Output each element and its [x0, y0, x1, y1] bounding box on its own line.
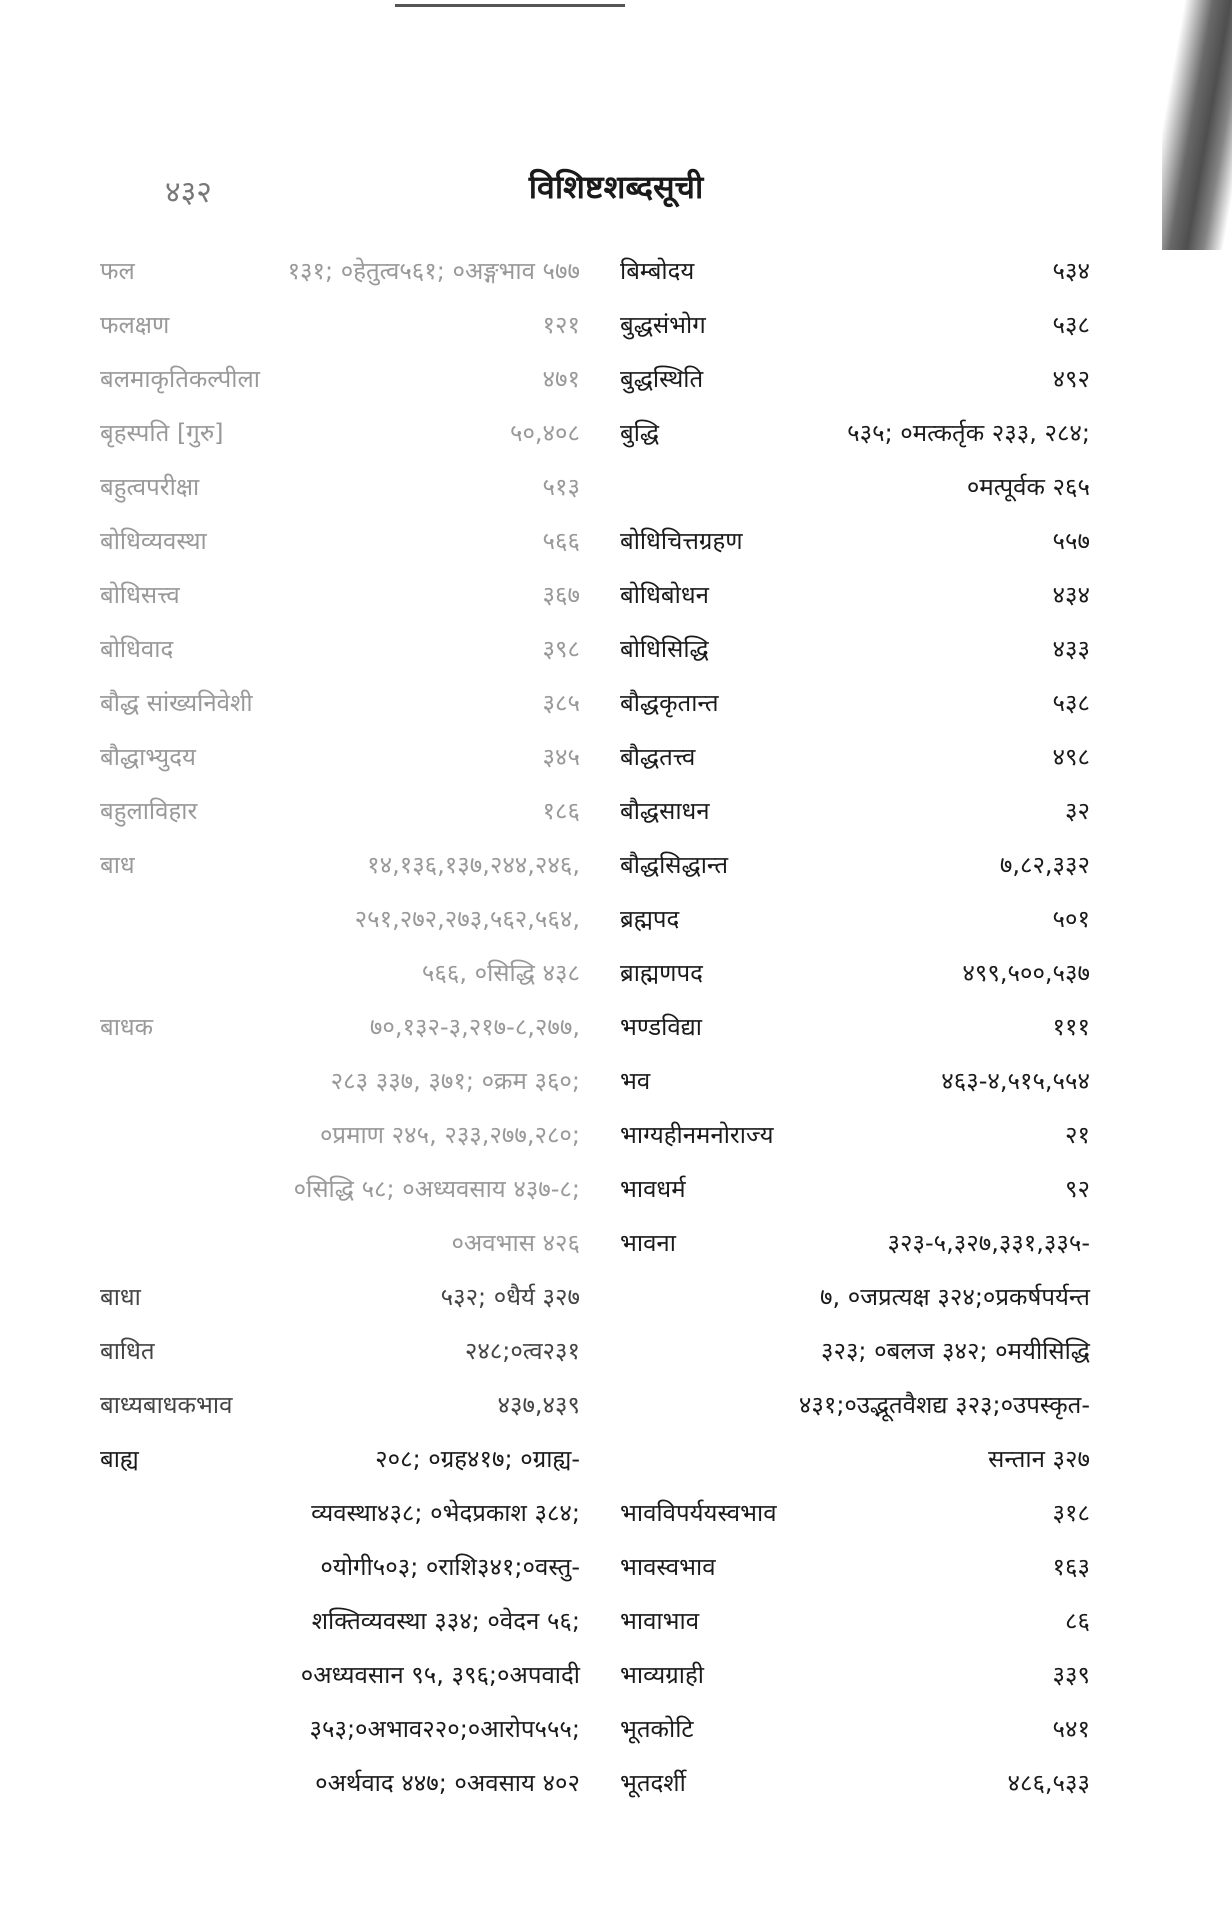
- entry-term: बाधक: [100, 1013, 154, 1041]
- page-number: ४३२: [165, 175, 212, 210]
- entry-term: भावधर्म: [620, 1175, 686, 1203]
- entry-term: ब्रह्मपद: [620, 905, 680, 933]
- entry-page-refs: ४९२: [1052, 365, 1090, 393]
- index-entry: [620, 838, 1090, 892]
- index-column-left: [100, 244, 600, 1810]
- entry-term: भूतदर्शी: [620, 1769, 686, 1797]
- entry-term: बोधिव्यवस्था: [100, 527, 207, 555]
- entry-page-refs: ४९९,५००,५३७: [962, 959, 1090, 987]
- index-entry: [620, 1702, 1090, 1756]
- entry-term: बोधिबोधन: [620, 581, 709, 609]
- entry-page-refs: ५०,४०८: [509, 419, 580, 447]
- index-entry: [100, 1648, 600, 1702]
- entry-page-refs: ०प्रमाण २४५, २३३,२७७,२८०;: [319, 1121, 580, 1149]
- entry-term: बोधिसत्त्व: [100, 581, 180, 609]
- entry-page-refs: १८६: [542, 797, 580, 825]
- entry-page-refs: ३९८: [542, 635, 580, 663]
- entry-page-refs: ८६: [1065, 1607, 1090, 1635]
- entry-page-refs: ४३४: [1052, 581, 1090, 609]
- entry-page-refs: ५४१: [1052, 1715, 1090, 1743]
- entry-page-refs: ७, ०जप्रत्यक्ष ३२४;०प्रकर्षपर्यन्त: [820, 1283, 1090, 1311]
- index-entry: [620, 352, 1090, 406]
- entry-page-refs: ५१३: [542, 473, 580, 501]
- entry-term: बहुत्वपरीक्षा: [100, 473, 200, 501]
- index-entry: [100, 1216, 600, 1270]
- entry-page-refs: २८३ ३३७, ३७१; ०क्रम ३६०;: [330, 1067, 580, 1095]
- index-entry: [100, 838, 600, 892]
- entry-page-refs: ५३५; ०मत्कर्तृक २३३, २८४;: [847, 419, 1090, 447]
- entry-term: बौद्धकृतान्त: [620, 689, 719, 717]
- index-entry: [100, 1378, 600, 1432]
- entry-term: बौद्धतत्त्व: [620, 743, 696, 771]
- index-entry: [620, 1162, 1090, 1216]
- entry-page-refs: १११: [1052, 1013, 1090, 1041]
- entry-page-refs: ४८६,५३३: [1007, 1769, 1090, 1797]
- entry-term: भव: [620, 1067, 651, 1095]
- index-entry: [620, 568, 1090, 622]
- index-entry: [620, 784, 1090, 838]
- entry-term: बुद्धि: [620, 419, 660, 447]
- index-entry: [100, 676, 600, 730]
- entry-page-refs: ३२३; ०बलज ३४२; ०मयीसिद्धि: [820, 1337, 1090, 1365]
- entry-term: ब्राह्मणपद: [620, 959, 703, 987]
- entry-term: भावविपर्ययस्वभाव: [620, 1499, 777, 1527]
- entry-term: बौद्धसिद्धान्त: [620, 851, 728, 879]
- entry-page-refs: ५३४: [1052, 257, 1090, 285]
- page-title: विशिष्टशब्दसूची: [528, 168, 704, 206]
- index-entry: [100, 406, 600, 460]
- entry-page-refs: ९२: [1065, 1175, 1090, 1203]
- index-entry: [620, 892, 1090, 946]
- entry-page-refs: व्यवस्था४३८; ०भेदप्रकाश ३८४;: [311, 1499, 580, 1527]
- entry-page-refs: ३६७: [542, 581, 580, 609]
- entry-term: फल: [100, 257, 135, 285]
- index-entry: [100, 514, 600, 568]
- entry-page-refs: ७०,१३२-३,२१७-८,२७७,: [369, 1013, 580, 1041]
- entry-page-refs: ५०१: [1052, 905, 1090, 933]
- entry-page-refs: ४९८: [1052, 743, 1090, 771]
- entry-term: बाध्यबाधकभाव: [100, 1391, 233, 1419]
- entry-term: बाध: [100, 851, 135, 879]
- index-entry: [100, 1162, 600, 1216]
- index-entry: [620, 622, 1090, 676]
- entry-page-refs: ५५७: [1052, 527, 1090, 555]
- index-entry: [100, 1540, 600, 1594]
- entry-page-refs: ५३२; ०धैर्य ३२७: [440, 1283, 580, 1311]
- entry-term: बौद्ध सांख्यनिवेशी: [100, 689, 253, 717]
- index-entry: [620, 676, 1090, 730]
- index-entry: [620, 1000, 1090, 1054]
- entry-page-refs: ४३३: [1052, 635, 1090, 663]
- entry-term: बाधा: [100, 1283, 141, 1311]
- entry-page-refs: ०मत्पूर्वक २६५: [966, 473, 1090, 501]
- entry-term: बौद्धाभ्युदय: [100, 743, 196, 771]
- entry-page-refs: ३२: [1065, 797, 1090, 825]
- index-entry: [100, 1486, 600, 1540]
- index-entry: [100, 460, 600, 514]
- index-column-right: [620, 244, 1090, 1810]
- entry-term: बिम्बोदय: [620, 257, 695, 285]
- entry-page-refs: सन्तान ३२७: [988, 1445, 1090, 1473]
- index-entry: [100, 298, 600, 352]
- entry-page-refs: शक्तिव्यवस्था ३३४; ०वेदन ५६;: [311, 1607, 580, 1635]
- index-entry: [100, 1324, 600, 1378]
- entry-term: बुद्धसंभोग: [620, 311, 706, 339]
- index-entry: [100, 1594, 600, 1648]
- index-entry: [620, 406, 1090, 460]
- entry-page-refs: ३८५: [542, 689, 580, 717]
- index-entry: [620, 730, 1090, 784]
- index-entry: [100, 1756, 600, 1810]
- index-entry: [100, 892, 600, 946]
- entry-page-refs: ३५३;०अभाव२२०;०आरोप५५५;: [309, 1715, 580, 1743]
- entry-term: भावना: [620, 1229, 676, 1257]
- index-entry: [100, 568, 600, 622]
- entry-term: बहुलाविहार: [100, 797, 198, 825]
- index-entry: [100, 244, 600, 298]
- index-entry: [100, 1432, 600, 1486]
- index-entry: [620, 1432, 1090, 1486]
- entry-page-refs: २४८;०त्व२३१: [464, 1337, 580, 1365]
- entry-page-refs: ०अर्थवाद ४४७; ०अवसाय ४०२: [315, 1769, 580, 1797]
- index-entry: [620, 1324, 1090, 1378]
- index-entry: [620, 946, 1090, 1000]
- entry-term: बाधित: [100, 1337, 155, 1365]
- scan-edge-mark: [1162, 0, 1232, 250]
- index-entry: [620, 460, 1090, 514]
- entry-page-refs: ५६६: [542, 527, 580, 555]
- entry-page-refs: ३४५: [542, 743, 580, 771]
- entry-page-refs: ०अध्यवसान ९५, ३९६;०अपवादी: [300, 1661, 580, 1689]
- entry-page-refs: १२१: [542, 311, 580, 339]
- entry-term: भाग्यहीनमनोराज्य: [620, 1121, 774, 1149]
- index-entry: [100, 352, 600, 406]
- index-entry: [620, 1054, 1090, 1108]
- entry-page-refs: ४३७,४३९: [497, 1391, 580, 1419]
- entry-page-refs: २५१,२७२,२७३,५६२,५६४,: [354, 905, 580, 933]
- index-entry: [100, 946, 600, 1000]
- entry-page-refs: ४७१: [542, 365, 580, 393]
- index-entry: [100, 784, 600, 838]
- entry-term: भाव्यग्राही: [620, 1661, 704, 1689]
- entry-page-refs: १३१; ०हेतुत्व५६१; ०अङ्गभाव ५७७: [287, 257, 580, 285]
- entry-page-refs: ४६३-४,५१५,५५४: [941, 1067, 1090, 1095]
- index-entry: [620, 1540, 1090, 1594]
- index-entry: [620, 298, 1090, 352]
- entry-page-refs: ५६६, ०सिद्धि ४३८: [421, 959, 580, 987]
- entry-page-refs: ५३८: [1052, 689, 1090, 717]
- index-entry: [100, 1000, 600, 1054]
- index-entry: [100, 1054, 600, 1108]
- entry-page-refs: ४३१;०उद्भूतवैशद्य ३२३;०उपस्कृत-: [798, 1391, 1090, 1419]
- index-entry: [620, 1486, 1090, 1540]
- index-entry: [100, 1270, 600, 1324]
- entry-term: बाह्य: [100, 1445, 139, 1473]
- entry-page-refs: ५३८: [1052, 311, 1090, 339]
- top-rule: [395, 4, 625, 7]
- entry-term: बोधिसिद्धि: [620, 635, 709, 663]
- entry-term: भावस्वभाव: [620, 1553, 716, 1581]
- entry-page-refs: २०८; ०ग्रह४१७; ०ग्राह्य-: [375, 1445, 580, 1473]
- entry-term: भूतकोटि: [620, 1715, 694, 1743]
- index-entry: [100, 1702, 600, 1756]
- entry-term: बौद्धसाधन: [620, 797, 710, 825]
- entry-term: बलमाकृतिकल्पीला: [100, 365, 260, 393]
- entry-page-refs: ३३९: [1052, 1661, 1090, 1689]
- entry-page-refs: ३२३-५,३२७,३३१,३३५-: [887, 1229, 1090, 1257]
- entry-page-refs: ७,८२,३३२: [999, 851, 1090, 879]
- index-entry: [100, 730, 600, 784]
- index-entry: [620, 1648, 1090, 1702]
- entry-page-refs: १६३: [1052, 1553, 1090, 1581]
- entry-page-refs: ३१८: [1052, 1499, 1090, 1527]
- index-entry: [620, 244, 1090, 298]
- entry-term: बोधिवाद: [100, 635, 174, 663]
- entry-page-refs: २१: [1065, 1121, 1090, 1149]
- entry-page-refs: ०योगी५०३; ०राशि३४१;०वस्तु-: [320, 1553, 580, 1581]
- index-entry: [620, 1756, 1090, 1810]
- entry-term: बुद्धस्थिति: [620, 365, 704, 393]
- index-entry: [620, 1378, 1090, 1432]
- entry-page-refs: ०सिद्धि ५८; ०अध्यवसाय ४३७-८;: [293, 1175, 580, 1203]
- entry-page-refs: ०अवभास ४२६: [451, 1229, 580, 1257]
- index-entry: [100, 622, 600, 676]
- index-entry: [620, 1216, 1090, 1270]
- entry-page-refs: १४,१३६,१३७,२४४,२४६,: [367, 851, 580, 879]
- entry-term: भण्डविद्या: [620, 1013, 703, 1041]
- entry-term: बृहस्पति [गुरु]: [100, 419, 224, 447]
- entry-term: भावाभाव: [620, 1607, 700, 1635]
- index-entry: [100, 1108, 600, 1162]
- index-entry: [620, 1594, 1090, 1648]
- index-entry: [620, 1270, 1090, 1324]
- index-entry: [620, 514, 1090, 568]
- index-entry: [620, 1108, 1090, 1162]
- entry-term: फलक्षण: [100, 311, 170, 339]
- entry-term: बोधिचित्तग्रहण: [620, 527, 743, 555]
